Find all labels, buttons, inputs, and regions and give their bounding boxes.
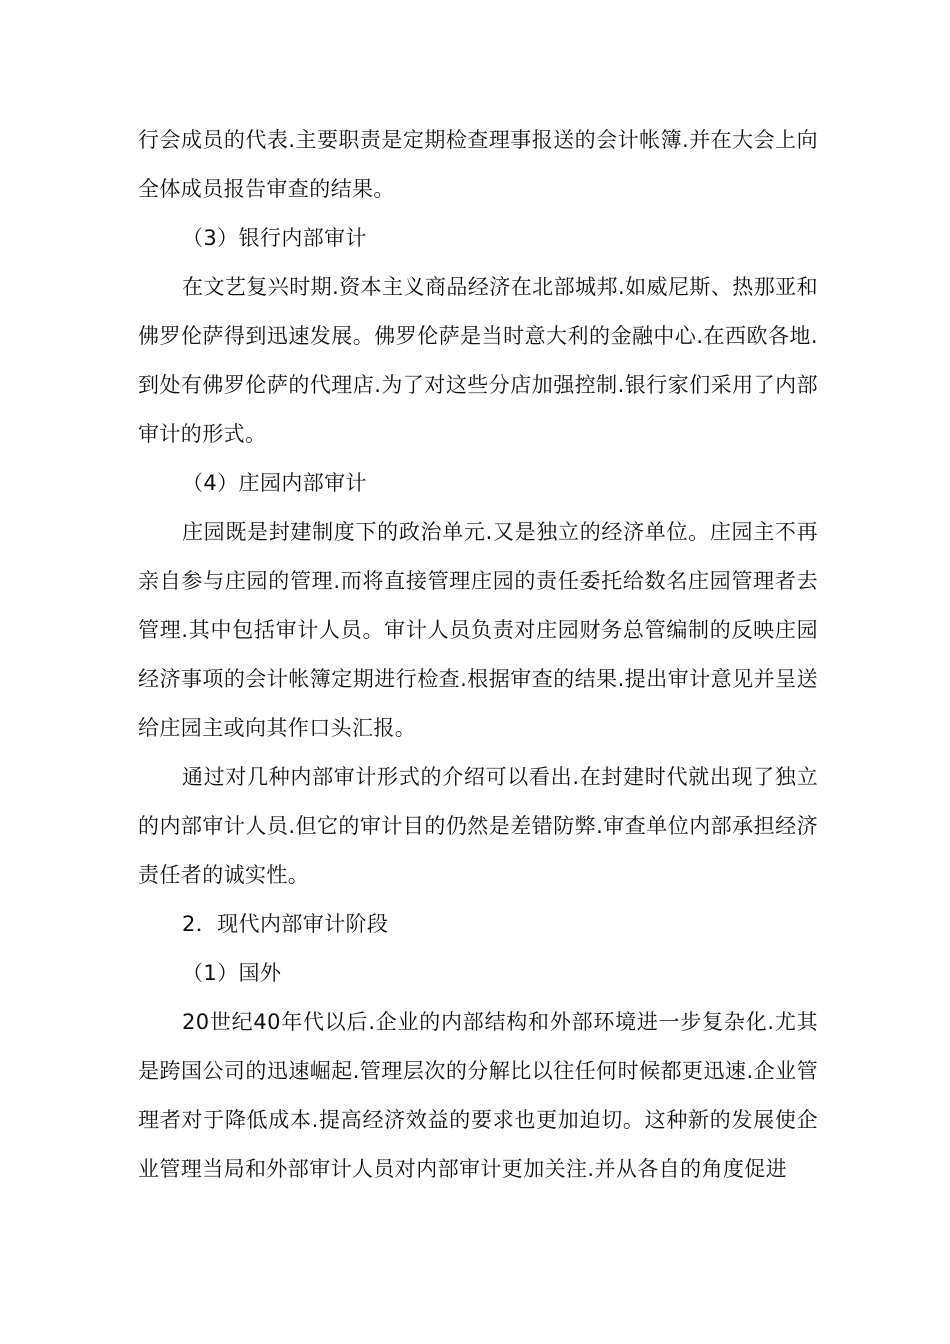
heading-modern-internal-audit: 2．现代内部审计阶段 (182, 912, 389, 936)
paragraph-guild-auditor-continued: 行会成员的代表.主要职责是定期检查理事报送的会计帐簿.并在大会上向全体成员报告审查的结果。 (138, 128, 818, 201)
paragraph-manor-internal-audit: 庄园既是封建制度下的政治单元.又是独立的经济单位。庄园主不再亲自参与庄园的管理.而将直接管理庄园的责任委托给数名庄园管理者去管理.其中包括审计人员。审计人员负责对庄园财务总管编制的反映庄园经济事项的会计帐簿定期进行检查.根据审查的结果.提出审计意见并呈送给庄园主或向其作口头汇报。 (138, 520, 818, 740)
paragraph-bank-internal-audit: 在文艺复兴时期.资本主义商品经济在北部城邦.如威尼斯、热那亚和佛罗伦萨得到迅速发展。佛罗伦萨是当时意大利的金融中心.在西欧各地.到处有佛罗伦萨的代理店.为了对这些分店加强控制.银行家们采用了内部审计的形式。 (138, 275, 818, 446)
paragraph-abroad: 20世纪40年代以后.企业的内部结构和外部环境进一步复杂化.尤其是跨国公司的迅速崛起.管理层次的分解比以往任何时候都更迅速.企业管理者对于降低成本.提高经济效益的要求也更加迫切。这种新的发展使企业管理当局和外部审计人员对内部审计更加关注.并从各自的角度促进 (138, 1010, 818, 1181)
heading-manor-internal-audit: （4）庄园内部审计 (182, 471, 367, 495)
heading-bank-internal-audit: （3）银行内部审计 (182, 226, 367, 250)
paragraph-feudal-summary: 通过对几种内部审计形式的介绍可以看出.在封建时代就出现了独立的内部审计人员.但它的审计目的仍然是差错防弊.审查单位内部承担经济责任者的诚实性。 (138, 765, 818, 887)
document-body (138, 116, 818, 1194)
heading-abroad: （1）国外 (182, 961, 282, 985)
